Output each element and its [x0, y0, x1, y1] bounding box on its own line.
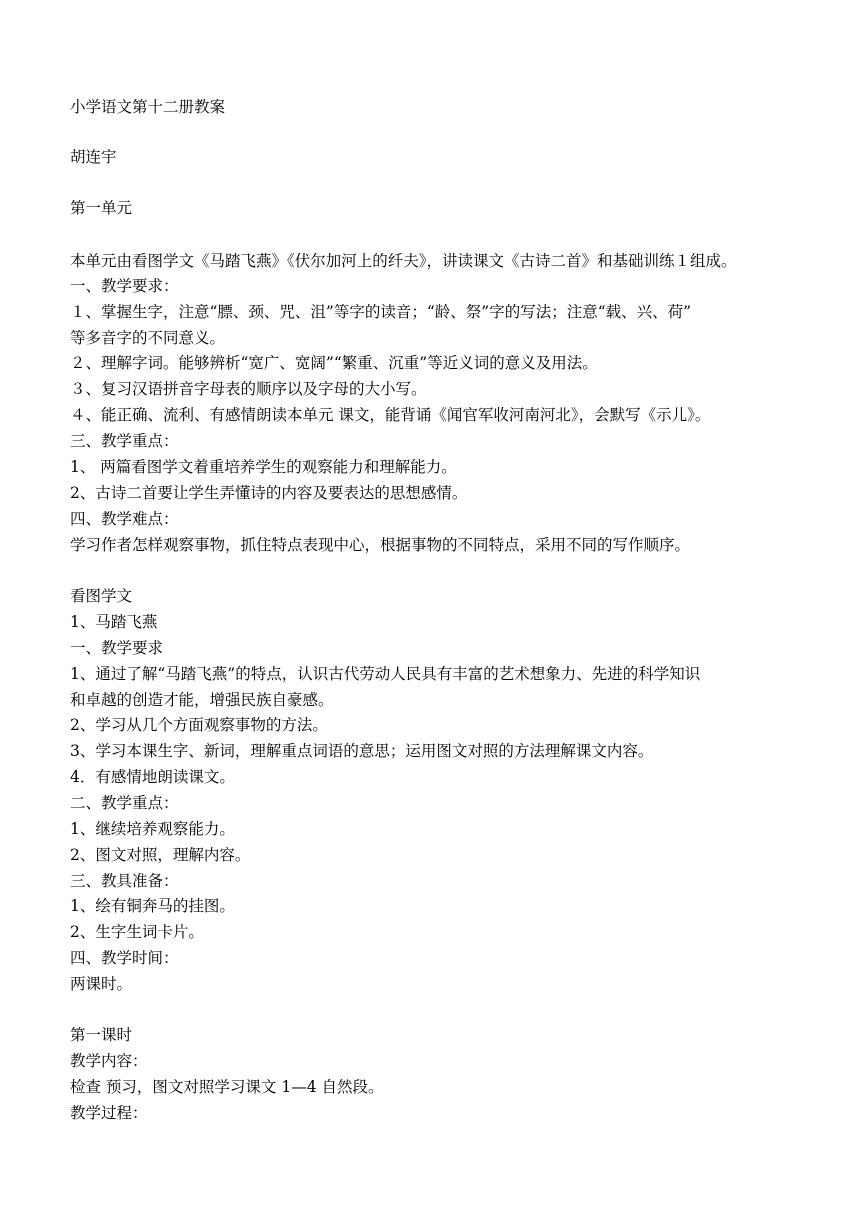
list-item: 2、古诗二首要让学生弄懂诗的内容及要表达的思想感情。 [70, 484, 468, 502]
lesson-title: 1、马踏飞燕 [70, 613, 158, 631]
list-item: 3、学习本课生字、新词，理解重点词语的意思；运用图文对照的方法理解课文内容。 [70, 742, 654, 760]
paragraph: 检查 预习，图文对照学习课文 1—4 自然段。 [70, 1078, 384, 1096]
paragraph: 学习作者怎样观察事物，抓住特点表现中心，根据事物的不同特点，采用不同的写作顺序。 [70, 536, 691, 554]
section-heading: 四、教学难点： [70, 510, 179, 528]
section-heading: 一、教学要求： [70, 277, 179, 295]
doc-author: 胡连宇 [70, 148, 117, 166]
list-item: 1、继续培养观察能力。 [70, 820, 235, 838]
list-item: ２、理解字词。能够辨析“宽广、宽阔”“繁重、沉重”等近义词的意义及用法。 [70, 354, 598, 372]
doc-title: 小学语文第十二册教案 [70, 98, 226, 116]
section-heading: 四、教学时间： [70, 949, 179, 967]
list-item: 2、生字生词卡片。 [70, 923, 204, 941]
part-heading: 看图学文 [70, 587, 133, 605]
list-item: 2、图文对照，理解内容。 [70, 846, 251, 864]
section-heading: 教学过程： [70, 1104, 148, 1122]
unit-intro: 本单元由看图学文《马踏飞燕》《伏尔加河上的纤夫》，讲读课文《古诗二首》和基础训练１组成。 [70, 252, 737, 270]
section-heading: 教学内容： [70, 1052, 148, 1070]
section-heading: 一、教学要求 [70, 639, 164, 657]
section-heading: 三、教具准备： [70, 872, 179, 890]
list-item: 1、绘有铜奔马的挂图。 [70, 897, 235, 915]
period-heading: 第一课时 [70, 1026, 133, 1044]
list-item: 1、 两篇看图学文着重培养学生的观察能力和理解能力。 [70, 458, 457, 476]
list-item: １、掌握生字，注意“膘、颈、咒、沮”等字的读音；“龄、祭”字的写法；注意“载、兴、荷” [70, 303, 692, 321]
list-item: ４、能正确、流利、有感情朗读本单元 课文，能背诵《闻官军收河南河北》，会默写《示儿》。 [70, 406, 711, 424]
unit-heading: 第一单元 [70, 199, 133, 217]
paragraph: 两课时。 [70, 975, 133, 993]
list-item: 2、学习从几个方面观察事物的方法。 [70, 716, 328, 734]
list-item: ３、复习汉语拼音字母表的顺序以及字母的大小写。 [70, 380, 427, 398]
list-item: 和卓越的创造才能，增强民族自豪感。 [70, 691, 334, 709]
list-item: 4．有感情地朗读课文。 [70, 768, 235, 786]
section-heading: 二、教学重点： [70, 794, 179, 812]
list-item: 等多音字的不同意义。 [70, 329, 226, 347]
list-item: 1、通过了解“马踏飞燕”的特点，认识古代劳动人民具有丰富的艺术想象力、先进的科学知识 [70, 665, 701, 683]
section-heading: 三、教学重点： [70, 432, 179, 450]
